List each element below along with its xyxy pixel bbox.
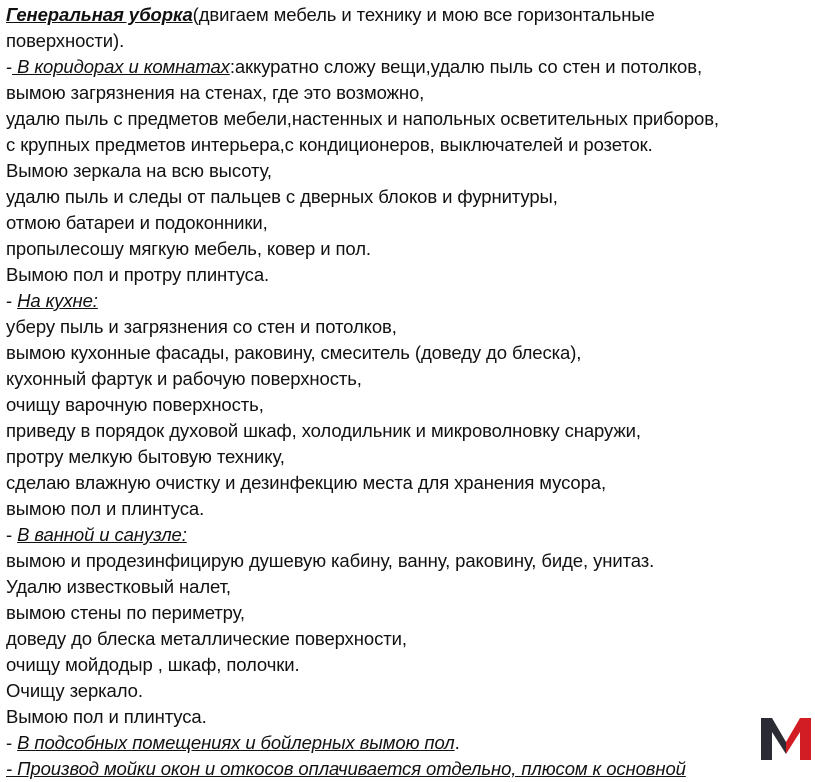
list-item: удалю пыль и следы от пальцев с дверных блоков и фурнитуры, — [6, 186, 558, 207]
list-item: пропылесошу мягкую мебель, ковер и пол. — [6, 238, 371, 259]
list-item: вымою и продезинфицирую душевую кабину, ванну, раковину, биде, унитаз. — [6, 550, 655, 571]
corridors-heading-line — [6, 54, 811, 80]
footer-text: - Производ мойки окон и откосов оплачивается отдельно, плюсом к основной — [6, 758, 686, 779]
list-item: кухонный фартук и рабочую поверхность, — [6, 368, 362, 389]
list-item: приведу в порядок духовой шкаф, холодильник и микроволновку снаружи, — [6, 420, 641, 441]
list-item: очищу мойдодыр , шкаф, полочки. — [6, 654, 300, 675]
list-item: отмою батареи и подоконники, — [6, 212, 268, 233]
bathroom-heading-line — [6, 522, 811, 548]
list-item: Вымою пол и протру плинтуса. — [6, 264, 270, 285]
utility-heading-line — [6, 730, 811, 756]
intro-text: (двигаем мебель и технику и мою все горизонтальные — [192, 4, 655, 25]
m-letter-logo-icon — [761, 716, 811, 760]
list-item: удалю пыль с предметов мебели,настенных и напольных осветительных приборов, — [6, 108, 719, 129]
list-item: сделаю влажную очистку и дезинфекцию места для хранения мусора, — [6, 472, 607, 493]
kitchen-heading-line — [6, 288, 811, 314]
list-item: с крупных предметов интерьера,с кондиционеров, выключателей и розеток. — [6, 134, 653, 155]
intro-line-1 — [6, 2, 811, 28]
list-item: протру мелкую бытовую технику, — [6, 446, 285, 467]
corridors-first-text: :аккуратно сложу вещи,удалю пыль со стен и потолков, — [229, 56, 703, 77]
list-item: Вымою зеркала на всю высоту, — [6, 160, 272, 181]
list-item: Очищу зеркало. — [6, 680, 143, 701]
document-title: Генеральная уборка — [6, 4, 193, 25]
list-item: очищу варочную поверхность, — [6, 394, 264, 415]
list-item: доведу до блеска металлические поверхности, — [6, 628, 407, 649]
corridors-heading: В коридорах и комнатах — [12, 56, 230, 77]
document-body — [6, 2, 811, 782]
bathroom-heading: В ванной и санузле: — [17, 524, 187, 545]
list-item: вымою пол и плинтуса. — [6, 498, 205, 519]
kitchen-heading: На кухне: — [17, 290, 98, 311]
list-item: Вымою пол и плинтуса. — [6, 706, 207, 727]
intro-line-2: поверхности). — [6, 30, 125, 51]
list-dash: - — [6, 56, 13, 77]
list-dash: - — [6, 524, 18, 545]
footer-cut-line — [6, 756, 811, 782]
list-item: вымою стены по периметру, — [6, 602, 245, 623]
utility-end: . — [454, 732, 460, 753]
list-dash: - — [6, 290, 18, 311]
list-dash: - — [6, 732, 18, 753]
list-item: вымою кухонные фасады, раковину, смеситель (доведу до блеска), — [6, 342, 582, 363]
utility-heading: В подсобных помещениях и бойлерных вымою пол — [17, 732, 455, 753]
list-item: вымою загрязнения на стенах, где это возможно, — [6, 82, 425, 103]
list-item: Удалю известковый налет, — [6, 576, 231, 597]
list-item: уберу пыль и загрязнения со стен и потолков, — [6, 316, 397, 337]
